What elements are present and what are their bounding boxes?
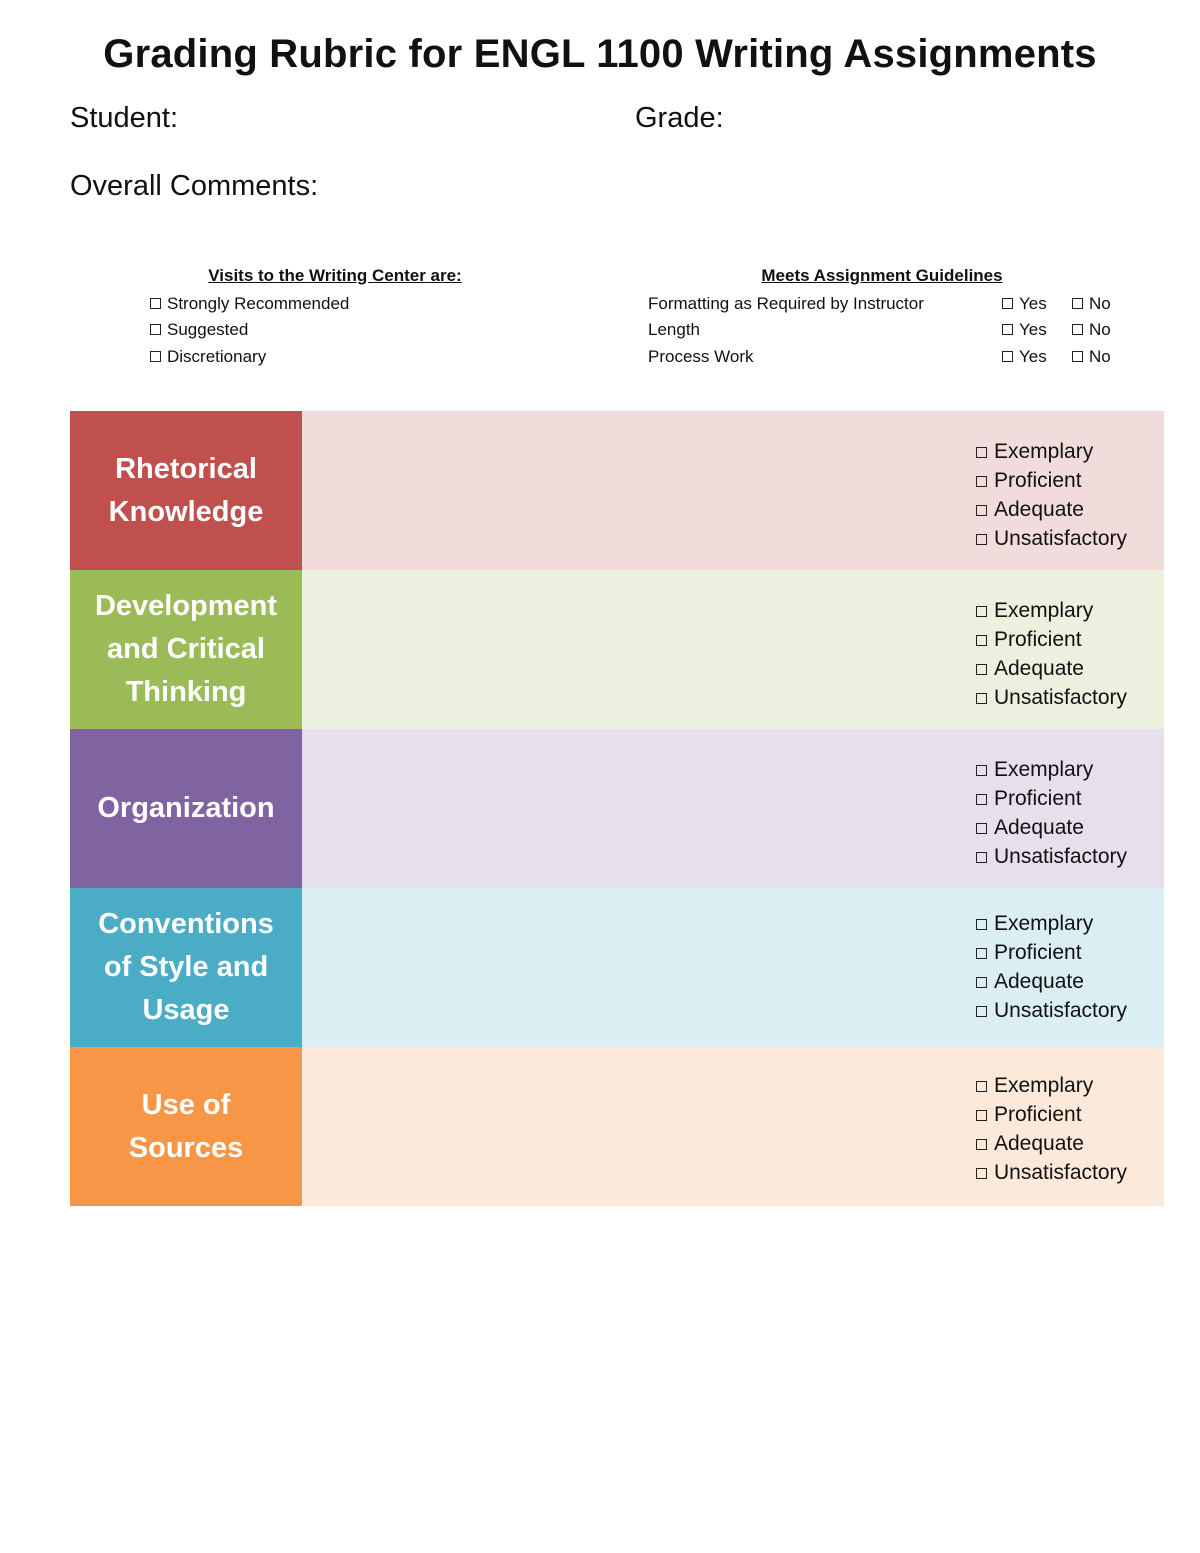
rubric-row <box>70 570 1164 729</box>
checkbox-icon[interactable] <box>1002 351 1013 362</box>
checkbox-icon[interactable] <box>976 823 987 834</box>
checkbox-icon[interactable] <box>976 1006 987 1017</box>
rating-option[interactable]: Exemplary <box>976 1071 1127 1100</box>
page-title: Grading Rubric for ENGL 1100 Writing Assignments <box>103 32 1097 76</box>
rating-option[interactable]: Unsatisfactory <box>976 683 1127 712</box>
checkbox-icon[interactable] <box>976 1139 987 1150</box>
checkbox-icon[interactable] <box>976 476 987 487</box>
grade-label: Grade: <box>635 102 724 134</box>
rating-option[interactable]: Proficient <box>976 466 1127 495</box>
writing-center-heading: Visits to the Writing Center are: <box>208 266 462 285</box>
checkbox-icon[interactable] <box>976 794 987 805</box>
guidelines-heading: Meets Assignment Guidelines <box>761 266 1003 285</box>
rating-option[interactable]: Proficient <box>976 1100 1127 1129</box>
category-cell <box>70 570 302 729</box>
checkbox-icon[interactable] <box>976 505 987 516</box>
checkbox-icon[interactable] <box>976 606 987 617</box>
guideline-label: Formatting as Required by Instructor <box>648 294 924 313</box>
rating-option[interactable]: Exemplary <box>976 755 1127 784</box>
guideline-yes-option[interactable]: Yes <box>1002 317 1047 343</box>
category-label: Rhetorical Knowledge <box>108 452 264 528</box>
rating-options <box>976 909 1127 1025</box>
checkbox-icon[interactable] <box>976 693 987 704</box>
rating-option[interactable]: Unsatisfactory <box>976 996 1127 1025</box>
checkbox-icon[interactable] <box>150 324 161 335</box>
checkbox-icon[interactable] <box>976 635 987 646</box>
checkbox-icon[interactable] <box>976 1110 987 1121</box>
checkbox-icon[interactable] <box>976 447 987 458</box>
rubric-row <box>70 729 1164 888</box>
comment-cell[interactable] <box>302 888 1164 1047</box>
rating-options <box>976 755 1127 871</box>
category-label: Organization <box>97 792 275 824</box>
category-label: Use of Sources <box>128 1088 244 1164</box>
checkbox-icon[interactable] <box>150 351 161 362</box>
rating-option[interactable]: Adequate <box>976 967 1127 996</box>
comment-cell[interactable] <box>302 570 1164 729</box>
rubric-table <box>70 411 1164 1206</box>
rating-option[interactable]: Proficient <box>976 938 1127 967</box>
writing-center-option[interactable]: Strongly Recommended <box>150 291 349 317</box>
category-cell <box>70 888 302 1047</box>
rubric-row <box>70 888 1164 1047</box>
guideline-no-option[interactable]: No <box>1072 317 1111 343</box>
guideline-no-option[interactable]: No <box>1072 291 1111 317</box>
checkbox-icon[interactable] <box>976 948 987 959</box>
guideline-no-option[interactable]: No <box>1072 344 1111 370</box>
checkbox-icon[interactable] <box>1072 324 1083 335</box>
rating-option[interactable]: Exemplary <box>976 437 1127 466</box>
rating-options <box>976 596 1127 712</box>
rating-option[interactable]: Exemplary <box>976 596 1127 625</box>
checkbox-icon[interactable] <box>1072 298 1083 309</box>
checkbox-icon[interactable] <box>976 1168 987 1179</box>
checkbox-icon[interactable] <box>976 765 987 776</box>
rating-option[interactable]: Unsatisfactory <box>976 524 1127 553</box>
checkbox-icon[interactable] <box>976 852 987 863</box>
category-cell <box>70 729 302 888</box>
comment-cell[interactable] <box>302 1047 1164 1206</box>
checkbox-icon[interactable] <box>976 919 987 930</box>
category-label: Conventions of Style and Usage <box>98 908 274 1026</box>
rating-options <box>976 437 1127 553</box>
rubric-row <box>70 1047 1164 1206</box>
rubric-row <box>70 411 1164 570</box>
category-cell <box>70 1047 302 1206</box>
rating-option[interactable]: Proficient <box>976 784 1127 813</box>
guideline-yes-option[interactable]: Yes <box>1002 344 1047 370</box>
rating-option[interactable]: Adequate <box>976 813 1127 842</box>
checkbox-icon[interactable] <box>976 534 987 545</box>
category-label: Development and Critical Thinking <box>94 590 278 708</box>
rating-option[interactable]: Adequate <box>976 1129 1127 1158</box>
writing-center-option[interactable]: Suggested <box>150 317 248 343</box>
comment-cell[interactable] <box>302 411 1164 570</box>
comment-cell[interactable] <box>302 729 1164 888</box>
category-cell <box>70 411 302 570</box>
rating-options <box>976 1071 1127 1187</box>
rating-option[interactable]: Unsatisfactory <box>976 1158 1127 1187</box>
writing-center-option[interactable]: Discretionary <box>150 344 266 370</box>
rating-option[interactable]: Adequate <box>976 495 1127 524</box>
checkbox-icon[interactable] <box>150 298 161 309</box>
overall-comments-label: Overall Comments: <box>70 170 319 202</box>
rating-option[interactable]: Exemplary <box>976 909 1127 938</box>
rating-option[interactable]: Unsatisfactory <box>976 842 1127 871</box>
checkbox-icon[interactable] <box>976 977 987 988</box>
rating-option[interactable]: Proficient <box>976 625 1127 654</box>
guideline-label: Process Work <box>648 347 754 366</box>
checkbox-icon[interactable] <box>1072 351 1083 362</box>
rating-option[interactable]: Adequate <box>976 654 1127 683</box>
guideline-label: Length <box>648 320 700 339</box>
checkbox-icon[interactable] <box>1002 324 1013 335</box>
guideline-yes-option[interactable]: Yes <box>1002 291 1047 317</box>
checkbox-icon[interactable] <box>1002 298 1013 309</box>
student-label: Student: <box>70 102 179 134</box>
checkbox-icon[interactable] <box>976 664 987 675</box>
checkbox-icon[interactable] <box>976 1081 987 1092</box>
